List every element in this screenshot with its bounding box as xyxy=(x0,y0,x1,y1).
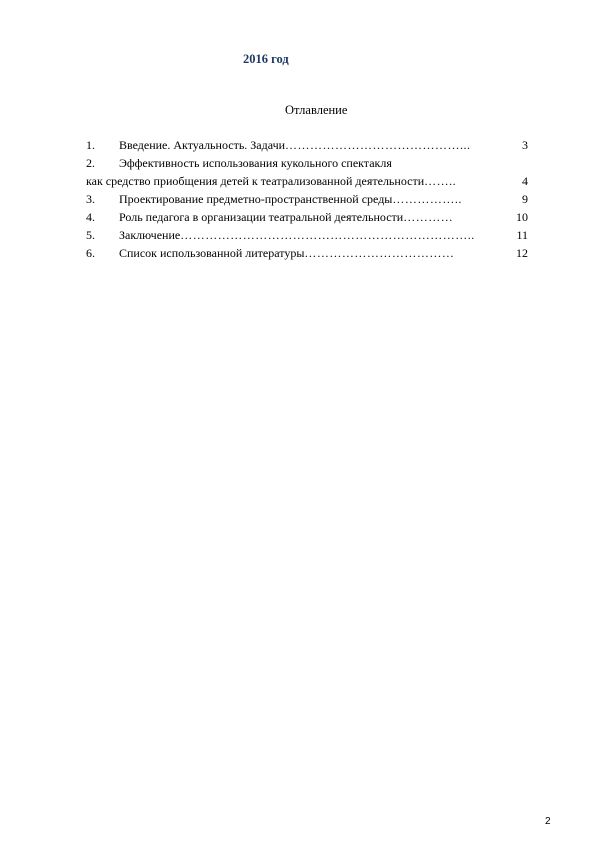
toc-item-text: Заключение xyxy=(119,228,181,242)
toc-item-page: 12 xyxy=(516,246,528,260)
toc-item-number: 5. xyxy=(86,228,95,242)
toc-item-page xyxy=(524,154,528,172)
toc-item-page: 11 xyxy=(516,228,528,242)
toc-item-page: 4 xyxy=(522,174,528,188)
toc-title: Отлавление xyxy=(285,103,348,117)
toc-item-number: 2. xyxy=(86,156,95,170)
toc-item-text: Список использованной литературы xyxy=(119,246,305,260)
toc-item-text: как средство приобщения детей к театрализованной деятельности xyxy=(86,174,425,188)
toc-item-5 xyxy=(86,226,528,244)
document-year: 2016 год xyxy=(243,52,289,66)
toc-item-text: Введение. Актуальность. Задачи xyxy=(119,138,286,152)
toc-item-number: 3. xyxy=(86,192,95,206)
toc-item-3 xyxy=(86,190,528,208)
toc-item-leader: …………………………………………………………….. xyxy=(180,228,475,242)
table-of-contents xyxy=(86,136,528,262)
toc-item-text: Эффективность использования кукольного спектакля xyxy=(119,156,392,170)
toc-item-leader: ………… xyxy=(403,210,454,224)
toc-item-number: 4. xyxy=(86,210,95,224)
page-number: 2 xyxy=(545,816,551,827)
toc-item-leader: ……………………………… xyxy=(304,246,455,260)
toc-item-page: 3 xyxy=(522,138,528,152)
toc-item-page: 10 xyxy=(516,210,528,224)
toc-item-text: Проектирование предметно-пространственной среды xyxy=(119,192,393,206)
toc-item-number: 1. xyxy=(86,138,95,152)
toc-item-leader: …….. xyxy=(424,174,457,188)
toc-item-leader xyxy=(392,154,524,172)
toc-item-6 xyxy=(86,244,528,262)
toc-item-number: 6. xyxy=(86,246,95,260)
toc-item-leader: ……………………………………... xyxy=(285,138,471,152)
toc-item-2 xyxy=(86,154,528,172)
toc-item-4 xyxy=(86,208,528,226)
toc-item-1 xyxy=(86,136,528,154)
toc-item-2-continuation xyxy=(86,172,528,190)
toc-item-page: 9 xyxy=(522,192,528,206)
toc-item-leader: …………….. xyxy=(392,192,462,206)
toc-item-text: Роль педагога в организации театральной деятельности xyxy=(119,210,404,224)
